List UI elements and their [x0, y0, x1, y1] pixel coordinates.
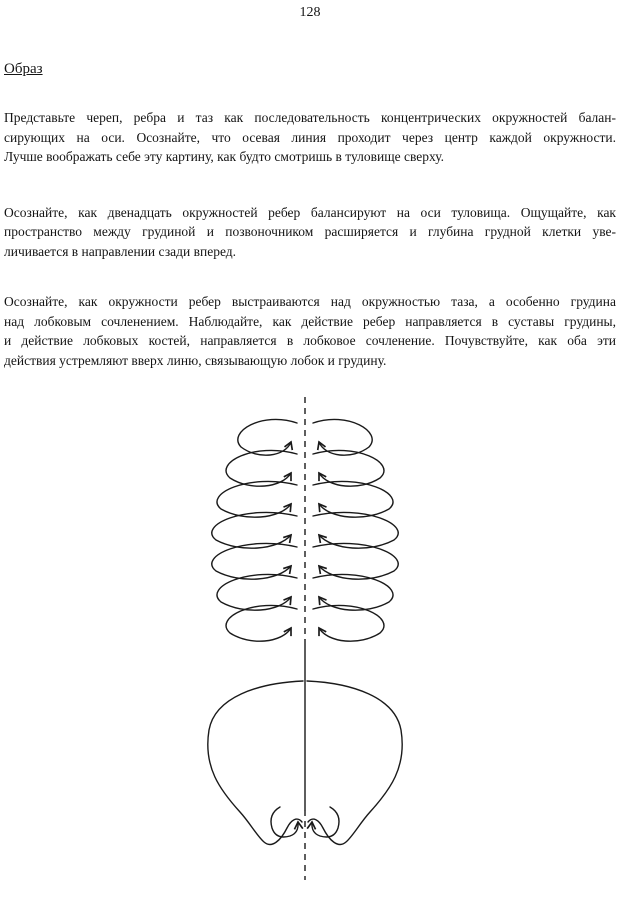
pelvis-right-half	[307, 681, 402, 844]
text-line: пространство между грудиной и позвоночником расширяется и глубина грудной клетки уве-	[4, 224, 616, 239]
rib-arc	[226, 450, 297, 486]
text-line: Представьте череп, ребра и таз как последовательность концентрических окружностей балан-	[4, 110, 616, 125]
figure-container	[0, 392, 620, 897]
paragraph-1	[4, 108, 616, 167]
text-line: и действие лобковых костей, направляется в лобковое сочленение. Почувствуйте, как оба эти	[4, 333, 616, 348]
text-line: сирующих на оси. Осознайте, что осевая линия проходит через центр каждой окружности.	[4, 129, 616, 145]
pelvis-left-half	[208, 681, 303, 844]
ribs-pelvis-figure	[0, 392, 620, 892]
rib-arc	[313, 574, 393, 610]
text-line: Лучше воображать себе эту картину, как будто смотришь в туловище сверху.	[4, 149, 445, 164]
rib-arc	[226, 605, 297, 641]
text-line: над лобковым сочленением. Наблюдайте, как действие ребер направляется в суставы грудины,	[4, 313, 616, 329]
text-line: личивается в направлении сзади вперед.	[4, 243, 237, 259]
page-number: 128	[299, 5, 321, 20]
rib-arc	[217, 574, 297, 610]
section-heading: Образ	[4, 61, 43, 77]
text-line: Осознайте, как окружности ребер выстраиваются над окружностью таза, а особенно грудина	[4, 294, 616, 309]
rib-arc	[313, 450, 384, 486]
paragraph-3	[4, 292, 616, 370]
text-line: действия устремляют вверх линю, связывающую лобок и грудину.	[4, 352, 387, 368]
text-line: Осознайте, как двенадцать окружностей ребер балансируют на оси туловища. Ощущайте, как	[4, 204, 616, 220]
paragraph-2	[4, 203, 616, 262]
rib-arc	[313, 605, 384, 641]
